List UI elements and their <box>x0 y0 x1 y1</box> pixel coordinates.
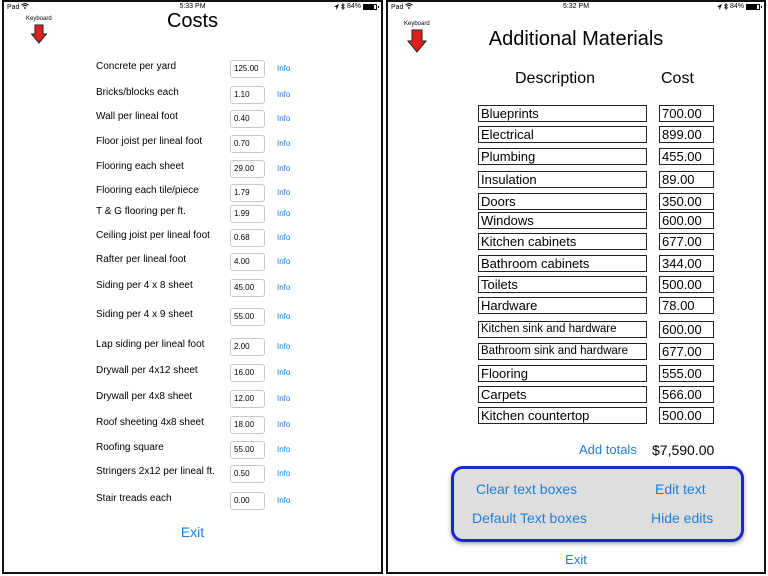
material-description-field[interactable]: Flooring <box>478 365 647 382</box>
keyboard-label: Keyboard <box>26 16 52 22</box>
info-link[interactable]: Info <box>277 342 291 351</box>
location-icon <box>334 4 339 10</box>
cost-input[interactable]: 12.00 <box>230 390 265 408</box>
cost-input[interactable]: 0.00 <box>230 492 265 510</box>
cost-label: Flooring each tile/piece <box>96 185 199 196</box>
cost-label: Wall per lineal foot <box>96 111 178 122</box>
material-cost-field[interactable]: 600.00 <box>659 321 714 338</box>
info-link[interactable]: Info <box>277 283 291 292</box>
cost-input[interactable]: 1.79 <box>230 184 265 202</box>
clear-text-boxes-button[interactable]: Clear text boxes <box>476 481 578 497</box>
info-link[interactable]: Info <box>277 114 291 123</box>
info-link[interactable]: Info <box>277 469 291 478</box>
status-right <box>717 3 760 10</box>
material-description-field[interactable]: Electrical <box>478 126 647 143</box>
exit-button[interactable]: Exit <box>565 552 587 567</box>
keyboard-label: Keyboard <box>404 21 430 27</box>
bluetooth-icon <box>724 3 728 10</box>
info-link[interactable]: Info <box>277 496 291 505</box>
material-description-field[interactable]: Blueprints <box>478 105 647 122</box>
cost-input[interactable]: 16.00 <box>230 364 265 382</box>
cost-input[interactable]: 0.70 <box>230 135 265 153</box>
carrier-text: Pad <box>391 4 404 11</box>
info-link[interactable]: Info <box>277 139 291 148</box>
hide-edits-button[interactable]: Hide edits <box>651 510 714 526</box>
edit-text-button[interactable]: Edit text <box>655 481 706 497</box>
cost-input[interactable]: 0.40 <box>230 110 265 128</box>
info-link[interactable]: Info <box>277 233 291 242</box>
battery-level <box>364 5 374 9</box>
cost-input[interactable]: 45.00 <box>230 279 265 297</box>
info-link[interactable]: Info <box>277 394 291 403</box>
material-description-field[interactable]: Windows <box>478 212 647 229</box>
cost-input[interactable]: 4.00 <box>230 253 265 271</box>
material-cost-field[interactable]: 344.00 <box>659 255 714 272</box>
material-cost-field[interactable]: 350.00 <box>659 193 714 210</box>
material-cost-field[interactable]: 677.00 <box>659 343 714 360</box>
material-description-field[interactable]: Bathroom sink and hardware <box>478 343 647 360</box>
cost-input[interactable]: 29.00 <box>230 160 265 178</box>
material-description-field[interactable]: Carpets <box>478 386 647 403</box>
cost-label: Stair treads each <box>96 493 172 504</box>
battery-percent: 84% <box>729 3 744 10</box>
info-link[interactable]: Info <box>277 368 291 377</box>
location-icon <box>717 4 722 10</box>
bluetooth-icon <box>341 3 345 10</box>
cost-label: Stringers 2x12 per lineal ft. <box>96 466 215 477</box>
cost-label: T & G flooring per ft. <box>96 206 186 217</box>
edit-actions-panel <box>451 466 744 542</box>
info-link[interactable]: Info <box>277 164 291 173</box>
additional-materials-screen <box>386 0 766 574</box>
add-totals-button[interactable]: Add totals <box>579 442 637 457</box>
info-link[interactable]: Info <box>277 90 291 99</box>
cost-input[interactable]: 55.00 <box>230 308 265 326</box>
material-description-field[interactable]: Insulation <box>478 171 647 188</box>
material-description-field[interactable]: Hardware <box>478 297 647 314</box>
description-header: Description <box>515 70 596 87</box>
cost-input[interactable]: 0.50 <box>230 465 265 483</box>
battery-percent: 84% <box>346 3 361 10</box>
battery-icon <box>363 4 377 10</box>
material-description-field[interactable]: Bathroom cabinets <box>478 255 647 272</box>
info-link[interactable]: Info <box>277 64 291 73</box>
cost-input[interactable]: 18.00 <box>230 416 265 434</box>
cost-label: Flooring each sheet <box>96 161 184 172</box>
carrier-text: Pad <box>7 4 20 11</box>
grand-total: $7,590.00 <box>652 442 715 458</box>
cost-label: Siding per 4 x 9 sheet <box>96 309 193 320</box>
status-right <box>334 3 377 10</box>
page-title: Costs <box>166 10 219 32</box>
costs-screen <box>2 0 383 574</box>
exit-button[interactable]: Exit <box>180 524 205 540</box>
material-cost-field[interactable]: 555.00 <box>659 365 714 382</box>
info-link[interactable]: Info <box>277 209 291 218</box>
material-description-field[interactable]: Toilets <box>478 276 647 293</box>
cost-label: Lap siding per lineal foot <box>96 339 205 350</box>
cost-label: Ceiling joist per lineal foot <box>96 230 210 241</box>
material-description-field[interactable]: Plumbing <box>478 148 647 165</box>
cost-input[interactable]: 2.00 <box>230 338 265 356</box>
cost-input[interactable]: 0.68 <box>230 229 265 247</box>
default-text-boxes-button[interactable]: Default Text boxes <box>472 510 587 526</box>
page-title: Additional Materials <box>488 28 664 50</box>
material-cost-field[interactable]: 600.00 <box>659 212 714 229</box>
status-time: 5:32 PM <box>562 3 590 10</box>
cost-input[interactable]: 125.00 <box>230 60 265 78</box>
cost-label: Rafter per lineal foot <box>96 254 187 265</box>
status-bar <box>388 2 764 14</box>
cost-label: Roofing square <box>96 442 164 453</box>
battery-icon <box>746 4 760 10</box>
cost-label: Concrete per yard <box>96 61 177 72</box>
cost-label: Floor joist per lineal foot <box>96 136 203 147</box>
material-cost-field[interactable]: 500.00 <box>659 407 714 424</box>
material-description-field[interactable]: Doors <box>478 193 647 210</box>
cost-input[interactable]: 1.10 <box>230 86 265 104</box>
cost-label: Drywall per 4x8 sheet <box>96 391 193 402</box>
info-link[interactable]: Info <box>277 445 291 454</box>
material-cost-field[interactable]: 566.00 <box>659 386 714 403</box>
cost-header: Cost <box>661 70 694 87</box>
material-description-field[interactable]: Kitchen countertop <box>478 407 647 424</box>
battery-level <box>747 5 757 9</box>
info-link[interactable]: Info <box>277 188 291 197</box>
status-time: 5:33 PM <box>179 3 206 10</box>
cost-label: Roof sheeting 4x8 sheet <box>96 417 204 428</box>
cost-label: Bricks/blocks each <box>96 87 179 98</box>
material-cost-field[interactable]: 500.00 <box>659 276 714 293</box>
material-cost-field[interactable]: 78.00 <box>659 297 714 314</box>
cost-input[interactable]: 55.00 <box>230 441 265 459</box>
material-cost-field[interactable]: 700.00 <box>659 105 714 122</box>
material-cost-field[interactable]: 899.00 <box>659 126 714 143</box>
info-link[interactable]: Info <box>277 420 291 429</box>
info-link[interactable]: Info <box>277 257 291 266</box>
material-cost-field[interactable]: 677.00 <box>659 233 714 250</box>
material-cost-field[interactable]: 89.00 <box>659 171 714 188</box>
cost-label: Drywall per 4x12 sheet <box>96 365 198 376</box>
material-cost-field[interactable]: 455.00 <box>659 148 714 165</box>
cost-label: Siding per 4 x 8 sheet <box>96 280 193 291</box>
material-description-field[interactable]: Kitchen cabinets <box>478 233 647 250</box>
cost-input[interactable]: 1.99 <box>230 205 265 223</box>
info-link[interactable]: Info <box>277 312 291 321</box>
material-description-field[interactable]: Kitchen sink and hardware <box>478 321 647 338</box>
